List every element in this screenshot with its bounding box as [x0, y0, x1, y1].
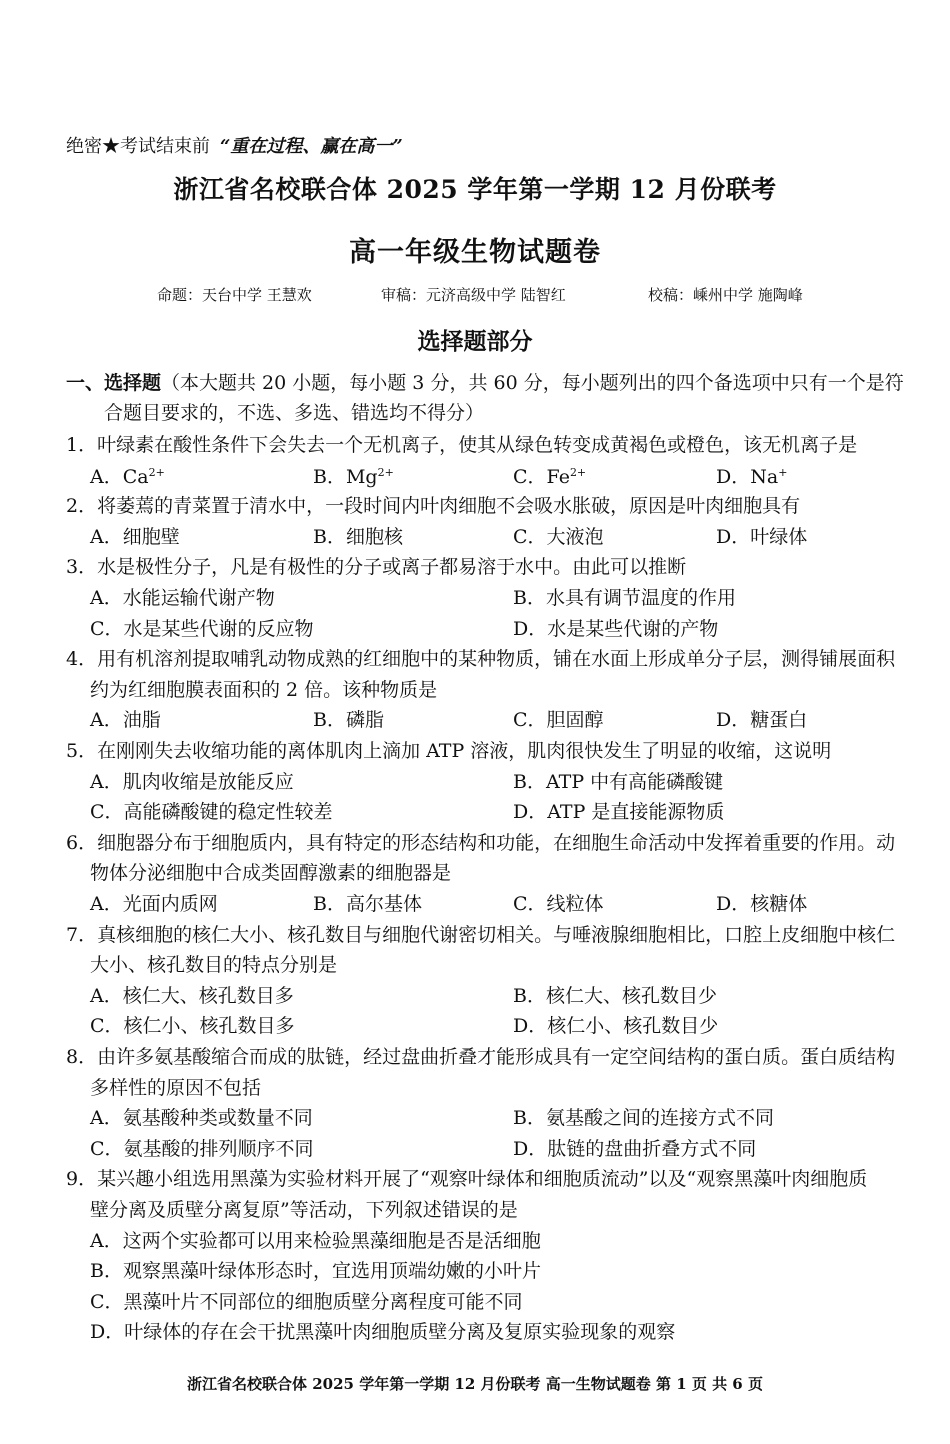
option-letter: B．	[513, 587, 546, 609]
option-text: ATP 是直接能源物质	[547, 801, 725, 823]
option-9-a	[90, 1232, 541, 1251]
option-letter: A．	[90, 893, 123, 915]
option-5-d	[513, 803, 724, 822]
option-letter: C．	[90, 1138, 124, 1160]
ion-charge: 2+	[148, 466, 165, 479]
option-text: 糖蛋白	[750, 709, 808, 731]
question-1-stem: 1．叶绿素在酸性条件下会失去一个无机离子，使其从绿色转变成黄褐色或橙色，该无机离子是	[66, 434, 858, 456]
option-letter: D．	[716, 709, 751, 731]
option-letter: D．	[716, 466, 751, 488]
option-letter: B．	[313, 466, 346, 488]
option-letter: C．	[90, 801, 124, 823]
option-1-c	[513, 467, 586, 487]
option-text: Mg	[345, 466, 378, 488]
option-3-b	[513, 589, 736, 608]
proofreader-credit: 校稿：嵊州中学 施陶峰	[648, 286, 803, 304]
option-text: 这两个实验都可以用来检验黑藻细胞是否是活细胞	[122, 1230, 541, 1252]
option-8-a	[90, 1109, 313, 1128]
option-9-c	[90, 1293, 523, 1312]
question-6-stem: 6．细胞器分布于细胞质内，具有特定的形态结构和功能，在细胞生命活动中发挥着重要的作用。动	[66, 832, 896, 854]
option-text: 线粒体	[546, 893, 604, 915]
option-letter: A．	[90, 1230, 123, 1252]
option-6-d	[716, 895, 807, 914]
question-2-stem: 2．将萎蔫的青菜置于清水中，一段时间内叶肉细胞不会吸水胀破，原因是叶肉细胞具有	[66, 495, 801, 517]
option-text: 胆固醇	[546, 709, 604, 731]
confidential-line	[66, 132, 403, 158]
option-letter: C．	[90, 1291, 124, 1313]
instructions-label: 一、选择题	[66, 372, 162, 394]
option-text: 高尔基体	[345, 893, 422, 915]
option-text: 氨基酸之间的连接方式不同	[545, 1107, 774, 1129]
question-3-stem: 3．水是极性分子，凡是有极性的分子或离子都易溶于水中。由此可以推断	[66, 556, 687, 578]
question-5-stem: 5．在刚刚失去收缩功能的离体肌肉上滴加 ATP 溶液，肌肉很快发生了明显的收缩，这说明	[66, 740, 832, 762]
ion-charge: 2+	[569, 466, 587, 479]
option-text: 肌肉收缩是放能反应	[122, 771, 294, 793]
option-8-c	[90, 1140, 314, 1159]
option-4-b	[313, 711, 384, 730]
option-text: 水能运输代谢产物	[122, 587, 275, 609]
question-4-stem: 约为红细胞膜表面积的 2 倍。该种物质是	[90, 679, 438, 701]
option-2-c	[513, 528, 604, 547]
option-text: 肽链的盘曲折叠方式不同	[547, 1138, 757, 1160]
option-letter: C．	[90, 1015, 124, 1037]
question-7-stem: 大小、核孔数目的特点分别是	[90, 954, 338, 976]
option-text: 核仁小、核孔数目少	[547, 1015, 719, 1037]
option-5-a	[90, 773, 294, 792]
question-7-stem: 7．真核细胞的核仁大小、核孔数目与细胞代谢密切相关。与唾液腺细胞相比，口腔上皮细胞中核仁	[66, 924, 896, 946]
option-letter: C．	[513, 709, 547, 731]
option-text: 叶绿体的存在会干扰黑藻叶肉细胞质壁分离及复原实验现象的观察	[124, 1321, 676, 1343]
option-text: 磷脂	[345, 709, 384, 731]
instructions-line-2: 合题目要求的，不选、多选、错选均不得分）	[104, 402, 485, 424]
exam-title: 浙江省名校联合体 2025 学年第一学期 12 月份联考	[173, 175, 777, 204]
question-9-stem: 壁分离及质壁分离复原”等活动，下列叙述错误的是	[90, 1199, 518, 1221]
option-1-b	[313, 467, 394, 487]
option-text: 细胞壁	[122, 526, 180, 548]
option-letter: D．	[513, 1138, 548, 1160]
option-letter: C．	[513, 526, 547, 548]
option-4-d	[716, 711, 807, 730]
option-letter: D．	[513, 618, 548, 640]
option-4-a	[90, 711, 161, 730]
option-text: 油脂	[122, 709, 161, 731]
option-letter: D．	[513, 1015, 548, 1037]
option-text: 观察黑藻叶绿体形态时，宜选用顶端幼嫩的小叶片	[122, 1260, 541, 1282]
option-text: 水是某些代谢的产物	[547, 618, 719, 640]
option-letter: B．	[513, 1107, 546, 1129]
option-text: 黑藻叶片不同部位的细胞质壁分离程度可能不同	[123, 1291, 523, 1313]
option-7-a	[90, 987, 294, 1006]
option-text: 水具有调节温度的作用	[545, 587, 736, 609]
option-2-a	[90, 528, 180, 547]
option-text: 光面内质网	[122, 893, 218, 915]
option-5-c	[90, 803, 333, 822]
option-letter: A．	[90, 587, 123, 609]
option-4-c	[513, 711, 604, 730]
option-8-d	[513, 1140, 756, 1159]
ion-charge: +	[778, 466, 788, 479]
option-letter: D．	[90, 1321, 125, 1343]
option-letter: D．	[513, 801, 548, 823]
option-letter: A．	[90, 1107, 123, 1129]
option-6-b	[313, 895, 422, 914]
option-text: 叶绿体	[750, 526, 808, 548]
option-9-b	[90, 1262, 541, 1281]
slogan: “重在过程、赢在高一”	[220, 136, 403, 157]
question-8-stem: 多样性的原因不包括	[90, 1077, 262, 1099]
option-text: Ca	[122, 466, 149, 488]
option-3-c	[90, 620, 314, 639]
option-letter: B．	[313, 709, 346, 731]
instructions-line-1: 一、选择题（本大题共 20 小题，每小题 3 分，共 60 分，每小题列出的四个备选项中只有一个是符	[66, 372, 904, 394]
option-1-a	[90, 467, 165, 487]
option-7-c	[90, 1017, 295, 1036]
option-text: 水是某些代谢的反应物	[123, 618, 314, 640]
section-title: 选择题部分	[417, 328, 533, 355]
option-text: 核仁小、核孔数目多	[123, 1015, 295, 1037]
question-6-stem: 物体分泌细胞中合成类固醇激素的细胞器是	[90, 862, 452, 884]
question-4-stem: 4．用有机溶剂提取哺乳动物成熟的红细胞中的某种物质，铺在水面上形成单分子层，测得铺展面积	[66, 648, 896, 670]
option-2-b	[313, 528, 403, 547]
option-letter: D．	[716, 526, 751, 548]
option-letter: C．	[90, 618, 124, 640]
option-3-d	[513, 620, 718, 639]
ion-charge: 2+	[377, 466, 394, 479]
option-text: 核仁大、核孔数目少	[545, 985, 717, 1007]
page-footer: 浙江省名校联合体 2025 学年第一学期 12 月份联考 高一生物试题卷 第 1 页 共 6 页	[187, 1375, 763, 1393]
option-letter: A．	[90, 526, 123, 548]
option-text: 核仁大、核孔数目多	[122, 985, 294, 1007]
option-letter: A．	[90, 771, 123, 793]
option-6-a	[90, 895, 218, 914]
option-7-d	[513, 1017, 718, 1036]
option-7-b	[513, 987, 717, 1006]
option-9-d	[90, 1323, 675, 1342]
option-letter: B．	[513, 985, 546, 1007]
option-3-a	[90, 589, 275, 608]
option-letter: A．	[90, 985, 123, 1007]
option-text: 高能磷酸键的稳定性较差	[123, 801, 333, 823]
option-letter: B．	[90, 1260, 123, 1282]
option-text: 氨基酸的排列顺序不同	[123, 1138, 314, 1160]
question-9-stem: 9．某兴趣小组选用黑藻为实验材料开展了“观察叶绿体和细胞质流动”以及“观察黑藻叶肉细胞质	[66, 1168, 868, 1190]
paper-title: 高一年级生物试题卷	[349, 237, 601, 268]
option-letter: B．	[513, 771, 546, 793]
option-letter: C．	[513, 893, 547, 915]
confidential-label: 绝密★考试结束前	[66, 136, 210, 157]
option-text: ATP 中有高能磷酸键	[545, 771, 724, 793]
option-5-b	[513, 773, 723, 792]
option-text: 大液泡	[546, 526, 604, 548]
author-credit: 命题：天台中学 王慧欢	[157, 286, 312, 304]
option-text: Fe	[546, 466, 570, 488]
option-text: 氨基酸种类或数量不同	[122, 1107, 313, 1129]
question-8-stem: 8．由许多氨基酸缩合而成的肽链，经过盘曲折叠才能形成具有一定空间结构的蛋白质。蛋白质结构	[66, 1046, 896, 1068]
option-8-b	[513, 1109, 774, 1128]
reviewer-credit: 审稿：元济高级中学 陆智红	[381, 286, 566, 304]
option-letter: A．	[90, 709, 123, 731]
option-1-d	[716, 467, 787, 487]
option-6-c	[513, 895, 604, 914]
option-text: 细胞核	[345, 526, 403, 548]
option-letter: B．	[313, 526, 346, 548]
option-2-d	[716, 528, 807, 547]
option-text: Na	[750, 466, 779, 488]
option-letter: B．	[313, 893, 346, 915]
option-letter: C．	[513, 466, 547, 488]
option-text: 核糖体	[750, 893, 808, 915]
option-letter: A．	[90, 466, 123, 488]
option-letter: D．	[716, 893, 751, 915]
